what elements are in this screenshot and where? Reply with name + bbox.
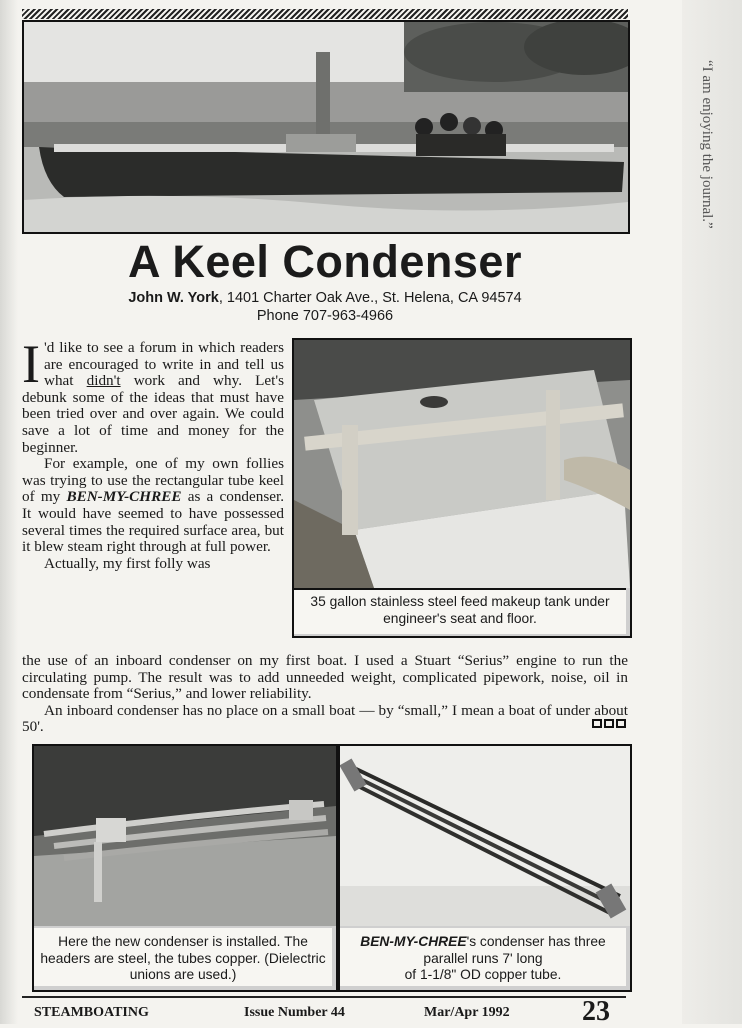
author-address: , 1401 Charter Oak Ave., St. Helena, CA 94574 [218, 290, 522, 306]
paragraph-4: An inboard condenser has no place on a small boat — by “small,” I mean a boat of under about 50'. [22, 701, 628, 736]
underlined-word: didn't [86, 372, 121, 390]
caption-boat-name: BEN-MY-CHREE [360, 934, 467, 949]
paragraph-3-start: Actually, my first folly was [44, 554, 211, 572]
paragraph-3-end: the use of an inboard condenser on my first boat. I used a Stuart “Serius” engine to run the circulating pump. The result was to add unneeded weight, complicated pipework, noise, oil in condensate from “Serius,” and lower reliability. [22, 652, 628, 703]
feed-tank-photo-frame [292, 338, 632, 638]
page-footer [22, 996, 626, 1027]
paragraph-1: I 'd like to see a forum in which readers are encouraged to write in and tell us what didn't work and why. Let's debunk some of the ideas that must have been tried over and over again. We could save a lot of time and money for the beginner. [22, 334, 284, 456]
author-phone: Phone 707-963-4966 [256, 308, 394, 324]
page-number: 23 [582, 996, 610, 1027]
page-gutter-shadow [0, 0, 18, 1024]
header-hatched-rule [22, 9, 628, 19]
boat-name: BEN-MY-CHREE [66, 488, 182, 506]
author-name: John W. York [128, 290, 219, 306]
magazine-name: STEAMBOATING [34, 1005, 149, 1020]
issue-number: Issue Number 44 [244, 1005, 345, 1020]
byline [22, 289, 628, 325]
installed-condenser-photo-frame [32, 744, 338, 992]
paragraph-2: For example, one of my own follies was trying to use the rectangular tube keel of my BEN-MY-CHREE as a condenser. It would have seemed to have possessed several times the required surface area, but it blew steam right through at full power. [22, 455, 285, 556]
article-body-continued [22, 653, 628, 736]
condenser-tubes-photo-frame [338, 744, 632, 992]
adjacent-page-quote: “I am enjoying the journal.” [699, 60, 715, 229]
installed-condenser-caption: Here the new condenser is installed. The headers are steel, the tubes copper. (Dielectric unions are used.) [34, 928, 332, 986]
steamboat-photo [22, 20, 630, 234]
end-of-article-mark [592, 719, 630, 731]
article-body-column [22, 334, 285, 572]
feed-tank-caption: 35 gallon stainless steel feed makeup tank under engineer's seat and floor. [294, 588, 626, 634]
dropcap: I [22, 334, 40, 394]
condenser-tubes-caption: BEN-MY-CHREE's condenser has three parallel runs 7' long of 1-1/8" OD copper tube. [340, 928, 626, 986]
issue-date: Mar/Apr 1992 [424, 1005, 510, 1020]
article-title: A Keel Condenser [128, 236, 522, 287]
